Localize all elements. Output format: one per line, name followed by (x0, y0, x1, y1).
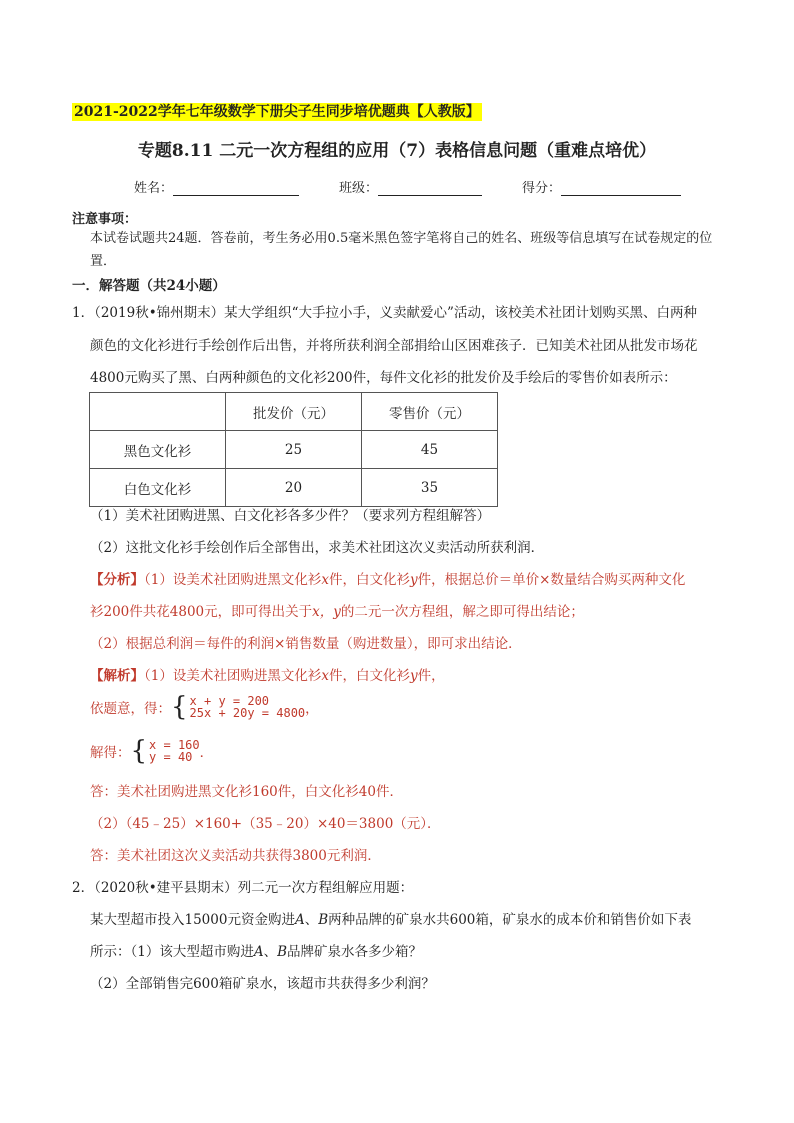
name-field[interactable] (173, 181, 299, 196)
q1-line2: 颜色的文化衫进行手绘创作后出售，并将所获利润全部捐给山区困难孩子．已知美术社团从批发市场花 (90, 338, 698, 354)
q1-answer1: 答：美术社团购进黑文化衫160件，白文化衫40件． (90, 784, 403, 800)
price-table (89, 392, 498, 507)
var-a: A (294, 912, 305, 928)
analysis-text: 件，白文化衫 (328, 572, 410, 588)
class-label: 班级： (339, 181, 379, 196)
table-row (90, 431, 498, 469)
table-header-row (90, 393, 498, 431)
notice-heading: 注意事项： (72, 212, 138, 227)
var-y: y (409, 668, 418, 684)
solution-tag: 【解析】 (90, 668, 144, 684)
q1-analysis-line2 (90, 602, 584, 622)
series-banner: 2021-2022学年七年级数学下册尖子生同步培优题典【人教版】 (74, 104, 480, 120)
equation-stack (190, 695, 306, 719)
q2-text: 、 (304, 912, 319, 928)
solution-text: 件，白文化衫 (328, 668, 410, 684)
table-cell: 35 (362, 469, 498, 507)
setup-label: 依题意，得： (90, 701, 171, 717)
analysis-text: 衫200件共花4800元，即可得出关于 (90, 604, 313, 620)
q1-calc2: （2）（45﹣25）×160+（35﹣20）×40＝3800（元）． (90, 816, 441, 832)
table-header-cell (90, 393, 226, 431)
q2-line4: （2）全部销售完600箱矿泉水，该超市共获得多少利润？ (90, 976, 435, 992)
equation-system (90, 694, 319, 720)
q1-line3: 4800元购买了黑、白两种颜色的文化衫200件，每件文化衫的批发价及手绘后的零售价如表所示： (90, 370, 677, 386)
notice-body: 本试卷试题共24题．答卷前，考生务必用0.5毫米黑色签字笔将自己的姓名、班级等信息填写在试卷规定的位置． (90, 231, 713, 269)
q2-line2 (90, 910, 691, 930)
q1-line1: 1．（2019秋•锦州期末）某大学组织“大手拉小手，义卖献爱心”活动，该校美术社团计划购买黑、白两种 (72, 305, 697, 321)
var-a: A (253, 944, 264, 960)
q2-text: 品牌矿泉水各多少箱？ (287, 944, 423, 960)
solution-stack (149, 739, 200, 763)
q2-line3 (90, 942, 422, 962)
brace-glyph: { (171, 692, 188, 722)
var-x: x (321, 668, 329, 684)
table-cell: 45 (362, 431, 498, 469)
analysis-text: （1）设美术社团购进黑文化衫 (144, 572, 322, 588)
var-b: B (318, 912, 329, 928)
page-title: 专题8.11 二元一次方程组的应用（7）表格信息问题（重难点培优） (137, 141, 657, 161)
var-x: x (321, 572, 329, 588)
q2-text: 、 (263, 944, 278, 960)
q2-text: 某大型超市投入15000元资金购进 (90, 912, 295, 928)
solution-2: y = 40 (149, 750, 193, 764)
table-header-cell: 批发价（元） (226, 393, 362, 431)
section-heading: 一．解答题（共24小题） (72, 278, 226, 294)
q2-line1: 2．（2020秋•建平县期末）列二元一次方程组解应用题： (72, 880, 414, 896)
q2-text: 所示：（1）该大型超市购进 (90, 944, 254, 960)
name-label: 姓名： (134, 181, 174, 196)
solution-1: x = 160 (149, 738, 200, 752)
q2-text: 两种品牌的矿泉水共600箱，矿泉水的成本价和销售价如下表 (328, 912, 692, 928)
table-row (90, 469, 498, 507)
score-label: 得分： (522, 181, 562, 196)
equation-2: 25x + 20y = 4800 (189, 706, 306, 720)
q1-sub1: （1）美术社团购进黑、白文化衫各多少件？（要求列方程组解答） (90, 508, 491, 524)
q1-sub2: （2）这批文化衫手绘创作后全部售出，求美术社团这次义卖活动所获利润． (90, 540, 545, 556)
brace-glyph: { (130, 736, 148, 766)
analysis-text: 的二元一次方程组，解之即可得出结论； (340, 604, 584, 620)
q1-analysis-line1 (90, 570, 685, 590)
solution-system (90, 738, 213, 764)
var-xy: x，y (312, 604, 341, 620)
class-field[interactable] (378, 181, 482, 196)
student-info-row (134, 177, 681, 196)
var-y: y (409, 572, 418, 588)
analysis-tag: 【分析】 (90, 572, 144, 588)
q1-answer2: 答：美术社团这次义卖活动共获得3800元利润． (90, 848, 381, 864)
table-cell: 黑色文化衫 (90, 431, 226, 469)
equation-tail: ， (305, 701, 319, 717)
equation-1: x + y = 200 (189, 694, 270, 708)
q1-solution-line1 (90, 666, 445, 686)
solution-text: 件， (417, 668, 445, 684)
solution-tail: ． (199, 745, 214, 761)
table-header-cell: 零售价（元） (362, 393, 498, 431)
solve-label: 解得： (90, 745, 131, 761)
table-cell: 20 (226, 469, 362, 507)
solution-text: （1）设美术社团购进黑文化衫 (144, 668, 322, 684)
score-field[interactable] (561, 181, 681, 196)
q1-analysis-line3: （2）根据总利润＝每件的利润×销售数量（购进数量），即可求出结论． (90, 636, 522, 652)
analysis-text: 件，根据总价＝单价×数量结合购买两种文化 (417, 572, 686, 588)
var-b: B (277, 944, 288, 960)
table-cell: 25 (226, 431, 362, 469)
table-cell: 白色文化衫 (90, 469, 226, 507)
